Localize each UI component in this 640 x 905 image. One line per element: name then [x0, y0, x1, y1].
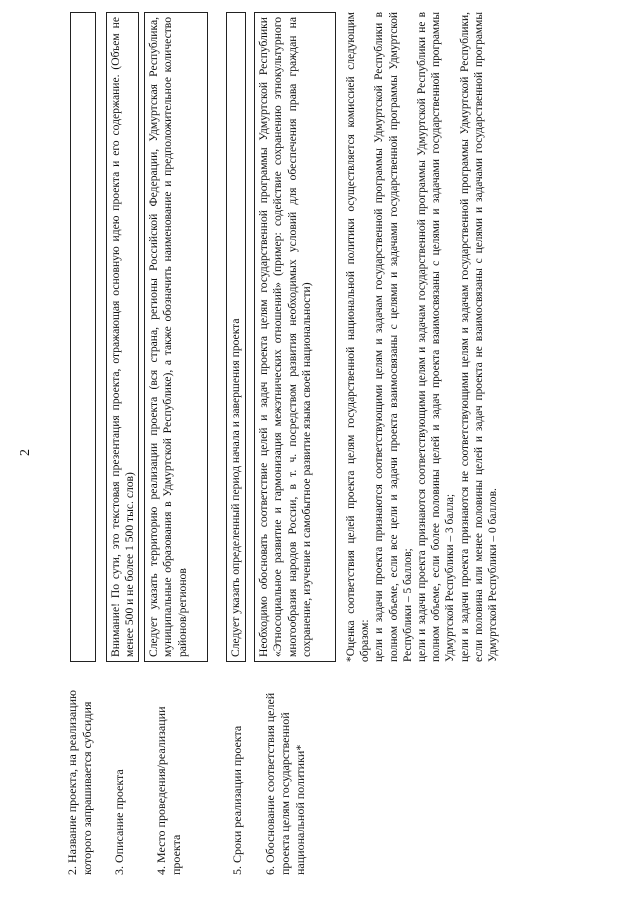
project-name-field[interactable]	[70, 12, 96, 662]
assessment-footnote	[344, 12, 500, 662]
row-label-project-timing: 5. Сроки реализации проекта	[230, 725, 244, 875]
project-location-field[interactable]: Следует указать территорию реализации проекта (вся страна, регионы Российской Федерации, Удмуртская Республика, муниципальные образования в Удмуртской Республике), а также обозначить наименование и предположительное количество районов/регионов	[144, 12, 208, 662]
footnote-item-3-points: цели и задачи проекта признаются соответствующими целям и задачам государственной программы Удмуртской Республики не в полном объеме, если более половины целей и задач проекта взаимосвязаны с целями и задачами государственной программы Удмуртской Республики – 3 балла;	[416, 12, 457, 662]
row-label-project-location: 4. Место проведения/реализации проекта	[154, 706, 183, 875]
footnote-intro: *Оценка соответствия целей проекта целям государственной национальной политики осуществляется комиссией следующим образом:	[345, 12, 372, 662]
row-label-project-name: 2. Название проекта, на реализацию которого запрашивается субсидия	[65, 690, 94, 875]
row-label-project-description: 3. Описание проекта	[112, 769, 126, 875]
project-timing-field[interactable]: Следует указать определенный период начала и завершения проекта	[226, 12, 246, 662]
row-label-goals-justification: 6. Обоснование соответствия целей проекта целям государственной национальной политики*	[263, 692, 307, 875]
page-number: 2	[18, 449, 33, 456]
footnote-item-5-points: цели и задачи проекта признаются соответствующими целям и задачам государственной программы Удмуртской Республики в полном объеме, если все цели и задачи проекта взаимосвязаны с целями и задачами государственной программы Удмуртской Республики – 5 баллов;	[373, 12, 414, 662]
project-description-field[interactable]: Внимание! По сути, это текстовая презентация проекта, отражающая основную идею проекта и его содержание. (Объем не менее 500 и не более 1 500 тыс. слов)	[106, 12, 139, 662]
goals-justification-field[interactable]: Необходимо обосновать соответствие целей и задач проекта целям государственной программы Удмуртской Республики «Этносоциальное развитие и гармонизация межэтнических отношений» (пример: содействие сохранению этнокультурного многообразия народов России, в т. ч. посредством развития необходимых условий для обеспечения права граждан на сохранение, изучение и самобытное развитие языка своей национальности)	[254, 12, 336, 662]
footnote-item-0-points: цели и задачи проекта признаются не соответствующими целям и задачам государственной программы Удмуртской Республики, если половина или менее половины целей и задач проекта не взаимосвязаны с целями и задачами государственной программы Удмуртской Республики – 0 баллов.	[458, 12, 500, 662]
